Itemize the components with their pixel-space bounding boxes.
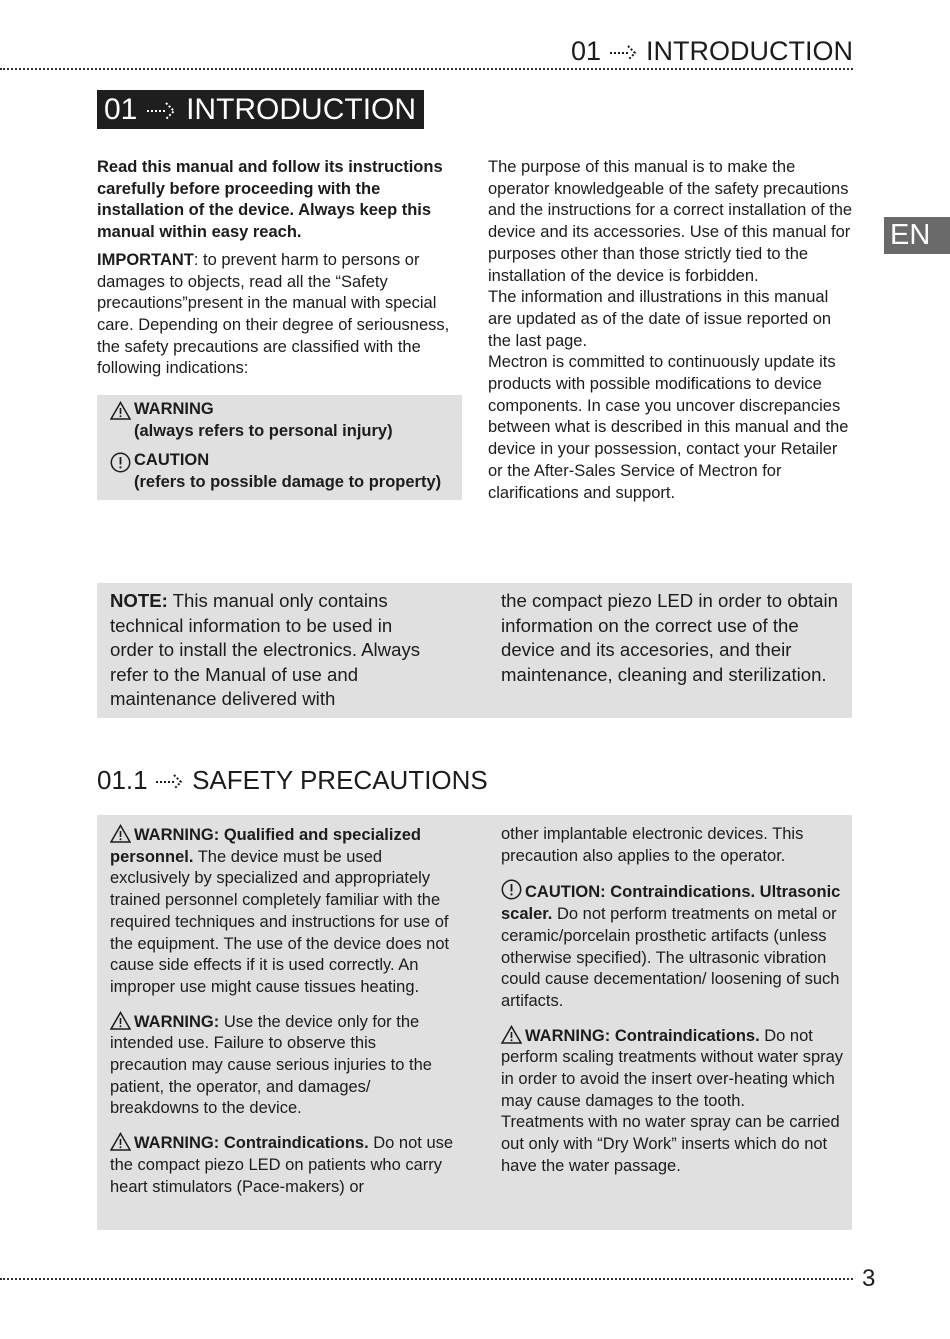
important-text: : to prevent harm to persons or damages to objects, read all the “Safety precautions”present in the manual with special care. Depending on their degree of seriousness, the safety precautions are classified with the following indications: xyxy=(97,250,450,378)
precautions-right xyxy=(501,824,846,1190)
warning-triangle-icon xyxy=(110,399,134,427)
mectron-paragraph: Mectron is committed to continuously update its products with possible modifications to device components. In case you uncover discrepancies between what is described in this manual and the device in your possession, contact your Retailer or the After-Sales Service of Mectron for clarifications and support. xyxy=(488,353,849,502)
continuation-text: other implantable electronic devices. This precaution also applies to the operator. xyxy=(501,825,804,865)
running-header xyxy=(571,36,853,67)
header-title: INTRODUCTION xyxy=(646,36,853,66)
dotted-arrow-icon xyxy=(146,100,178,122)
legend-warning-desc: (always refers to personal injury) xyxy=(134,421,393,440)
warning-bold: WARNING: Contraindications. xyxy=(525,1026,760,1045)
important-paragraph xyxy=(97,250,452,380)
precautions-left xyxy=(110,824,455,1210)
header-divider xyxy=(0,68,853,70)
note-left-text: This manual only contains technical information to be used in order to install the electronics. Always refer to the Manual of use and maintenance delivered with xyxy=(110,590,421,709)
warning-triangle-icon xyxy=(501,1025,522,1044)
warning-qualified-personnel xyxy=(110,824,455,999)
section-banner xyxy=(97,90,424,129)
header-number: 01 xyxy=(570,36,601,66)
legend-caution xyxy=(110,450,462,493)
safety-section-title xyxy=(97,765,488,796)
warning-text: Do not use the compact piezo LED on patients who carry heart stimulators (Pace-makers) or xyxy=(110,1134,454,1196)
note-label: NOTE: xyxy=(110,590,168,611)
caution-circle-icon xyxy=(501,879,522,900)
warning-intended-use xyxy=(110,1011,455,1121)
section-number: 01.1 xyxy=(97,765,148,795)
warning-triangle-icon xyxy=(110,824,131,843)
page-number: 3 xyxy=(862,1265,876,1292)
warning-water-spray xyxy=(501,1025,846,1113)
language-tab: EN xyxy=(884,217,950,254)
dotted-arrow-icon xyxy=(609,43,639,63)
warning-text: Do not perform scaling treatments without water spray in order to avoid the insert over-heating which may cause damages to the tooth. xyxy=(501,1026,844,1110)
warning-bold: WARNING: Qualified and specialized personnel. xyxy=(110,826,421,866)
warning-text: The device must be used exclusively by specialized and appropriately trained personnel completely familiar with the required techniques and instructions for use of the equipment. The use of the device does not cause side effects if it is used correctly. An improper use might cause tissues heating. xyxy=(110,847,450,996)
caution-text: Do not perform treatments on metal or ceramic/porcelain prosthetic artifacts (unless otherwise specified). The ultrasonic vibration could cause decementation/ loosening of such artifacts. xyxy=(501,905,840,1010)
warning-bold: WARNING: xyxy=(134,1012,220,1031)
intro-left-column xyxy=(97,157,452,380)
banner-number: 01 xyxy=(104,93,138,126)
dotted-arrow-icon xyxy=(155,772,185,792)
warning-bold: WARNING: Contraindications. xyxy=(134,1134,369,1153)
warning-triangle-icon xyxy=(110,1132,131,1151)
caution-bold: CAUTION: Contraindications. Ultrasonic scaler. xyxy=(501,883,841,924)
important-label: IMPORTANT xyxy=(97,250,194,269)
caution-ultrasonic-scaler xyxy=(501,879,846,1012)
legend-warning xyxy=(110,399,462,442)
warning-contraindications-pacemaker xyxy=(110,1132,455,1198)
legend-caution-title: CAUTION xyxy=(134,451,210,469)
note-left xyxy=(110,589,430,712)
warning-text: Use the device only for the intended use. Failure to observe this precaution may cause serious injuries to the patient, the operator, and damages/ breakdowns to the device. xyxy=(110,1012,432,1118)
warning-triangle-icon xyxy=(110,1011,131,1030)
read-manual-paragraph: Read this manual and follow its instructions carefully before proceeding with the installation of the device. Always keep this manual within easy reach. xyxy=(97,158,443,242)
intro-right-column xyxy=(488,157,856,504)
footer-divider xyxy=(0,1278,853,1280)
legend-caution-desc: (refers to possible damage to property) xyxy=(134,472,442,491)
precautions-box xyxy=(97,815,852,1230)
update-paragraph: The information and illustrations in this manual are updated as of the date of issue reported on the last page. xyxy=(488,288,832,350)
purpose-paragraph: The purpose of this manual is to make the operator knowledgeable of the safety precautions and the instructions for a correct installation of the device and its accessories. Use of this manual for purposes other than those strictly tied to the installation of the device is forbidden. xyxy=(488,158,853,285)
legend-box xyxy=(97,395,462,500)
caution-circle-icon xyxy=(110,450,134,480)
note-right-text: the compact piezo LED in order to obtain information on the correct use of the device and its accesories, and their maintenance, cleaning and sterilization. xyxy=(501,590,838,685)
legend-warning-title: WARNING xyxy=(134,400,214,418)
banner-title: INTRODUCTION xyxy=(186,93,417,126)
section-title: SAFETY PRECAUTIONS xyxy=(192,765,488,795)
dry-work-text: Treatments with no water spray can be carried out only with “Dry Work” inserts which do not have the water passage. xyxy=(501,1113,840,1175)
note-box xyxy=(97,583,852,718)
